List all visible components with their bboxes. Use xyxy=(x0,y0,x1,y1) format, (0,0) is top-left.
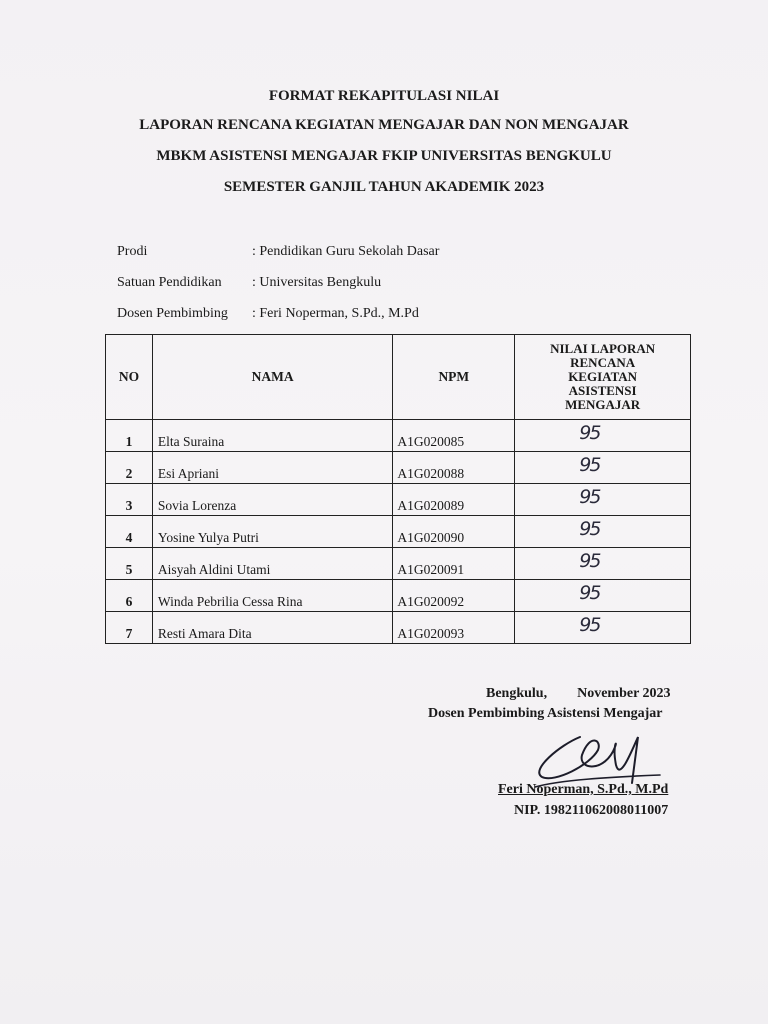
title-line-3: MBKM ASISTENSI MENGAJAR FKIP UNIVERSITAS BENGKULU xyxy=(156,148,612,164)
cell-npm: A1G020088 xyxy=(393,452,515,484)
table-row xyxy=(106,484,691,516)
header-nilai-line-1: NILAI LAPORAN xyxy=(550,341,656,356)
table-header-row xyxy=(106,335,691,420)
signature-city: Bengkulu, xyxy=(486,686,548,701)
table-row xyxy=(106,612,691,644)
signature-nip: NIP. 198211062008011007 xyxy=(514,803,669,818)
title-line-4: SEMESTER GANJIL TAHUN AKADEMIK 2023 xyxy=(223,179,545,195)
dosen-label: Dosen Pembimbing xyxy=(117,306,228,321)
handwritten-score: 95 xyxy=(579,454,600,476)
info-dosen xyxy=(117,306,419,322)
handwritten-score: 95 xyxy=(579,422,600,444)
header-nilai xyxy=(515,335,691,420)
cell-npm: A1G020085 xyxy=(393,420,515,452)
cell-nilai xyxy=(515,516,691,548)
handwritten-score: 95 xyxy=(579,582,600,604)
header-nilai-line-4: ASISTENSI xyxy=(568,383,637,398)
cell-nama: Esi Apriani xyxy=(152,452,392,484)
cell-nama: Yosine Yulya Putri xyxy=(152,516,392,548)
cell-no: 5 xyxy=(106,548,153,580)
satuan-label: Satuan Pendidikan xyxy=(117,275,222,290)
cell-no: 6 xyxy=(106,580,153,612)
cell-nilai xyxy=(515,484,691,516)
cell-nilai xyxy=(515,580,691,612)
table-row xyxy=(106,452,691,484)
cell-nilai xyxy=(515,612,691,644)
table-row xyxy=(106,516,691,548)
cell-npm: A1G020090 xyxy=(393,516,515,548)
header-nilai-line-2: RENCANA xyxy=(570,355,636,370)
signature-month: November 2023 xyxy=(577,686,671,701)
cell-npm: A1G020092 xyxy=(393,580,515,612)
header-npm: NPM xyxy=(393,335,515,420)
handwritten-score: 95 xyxy=(579,486,600,508)
handwritten-score: 95 xyxy=(579,550,600,572)
grades-table xyxy=(105,334,691,644)
cell-nama: Sovia Lorenza xyxy=(152,484,392,516)
title-line-1: FORMAT REKAPITULASI NILAI xyxy=(268,88,500,104)
cell-nilai xyxy=(515,548,691,580)
cell-no: 2 xyxy=(106,452,153,484)
header-nilai-line-5: MENGAJAR xyxy=(565,397,641,412)
cell-npm: A1G020089 xyxy=(393,484,515,516)
cell-no: 4 xyxy=(106,516,153,548)
header-nilai-line-3: KEGIATAN xyxy=(568,369,638,384)
prodi-label: Prodi xyxy=(117,244,148,259)
header-no: NO xyxy=(106,335,153,420)
cell-no: 7 xyxy=(106,612,153,644)
cell-npm: A1G020093 xyxy=(393,612,515,644)
dosen-value: : Feri Noperman, S.Pd., M.Pd xyxy=(252,306,419,321)
cell-nilai xyxy=(515,452,691,484)
cell-nama: Aisyah Aldini Utami xyxy=(152,548,392,580)
cell-npm: A1G020091 xyxy=(393,548,515,580)
title-line-2: LAPORAN RENCANA KEGIATAN MENGAJAR DAN NON MENGAJAR xyxy=(139,117,629,133)
info-prodi xyxy=(117,244,439,260)
cell-nama: Winda Pebrilia Cessa Rina xyxy=(152,580,392,612)
signature-role: Dosen Pembimbing Asistensi Mengajar xyxy=(428,706,663,721)
table-row xyxy=(106,548,691,580)
table-row xyxy=(106,580,691,612)
cell-nama: Elta Suraina xyxy=(152,420,392,452)
signature-place-date xyxy=(486,686,671,702)
handwritten-score: 95 xyxy=(579,518,600,540)
table-row xyxy=(106,420,691,452)
cell-nama: Resti Amara Dita xyxy=(152,612,392,644)
handwritten-score: 95 xyxy=(579,614,600,636)
satuan-value: : Universitas Bengkulu xyxy=(252,275,382,290)
signature-name: Feri Noperman, S.Pd., M.Pd xyxy=(498,782,669,797)
prodi-value: : Pendidikan Guru Sekolah Dasar xyxy=(252,244,440,259)
cell-no: 3 xyxy=(106,484,153,516)
cell-nilai xyxy=(515,420,691,452)
info-satuan xyxy=(117,275,381,291)
header-nama: NAMA xyxy=(152,335,392,420)
cell-no: 1 xyxy=(106,420,153,452)
